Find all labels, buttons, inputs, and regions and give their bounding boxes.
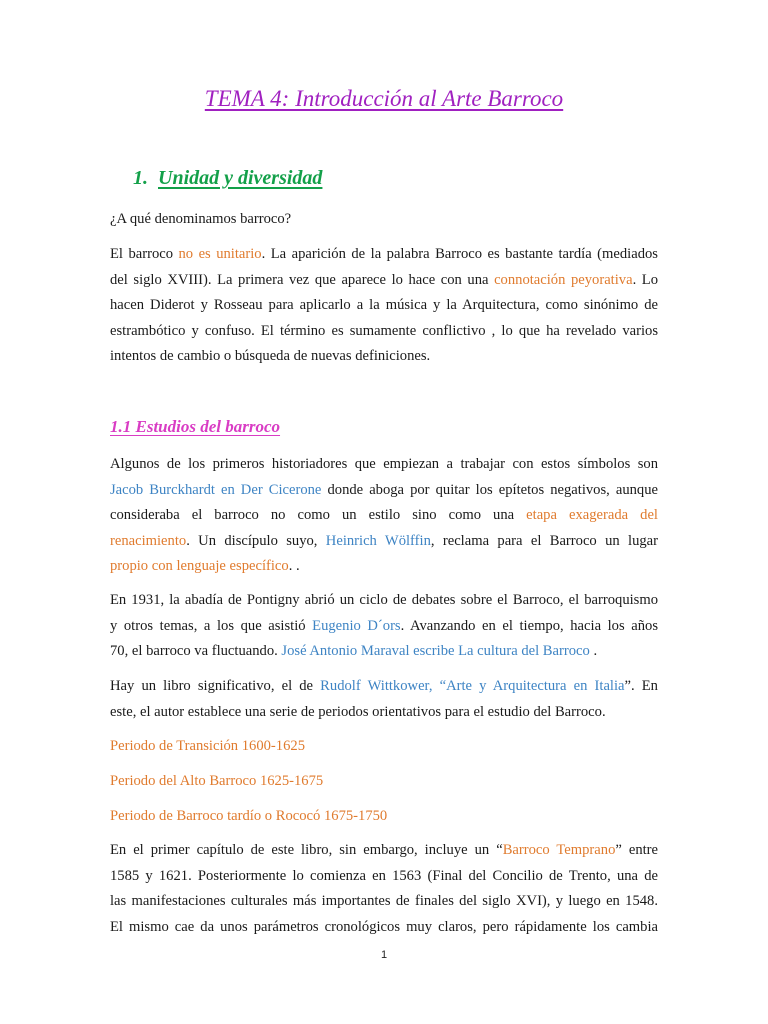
paragraph-3	[110, 588, 658, 665]
p1-line-1: El barroco no es unitario. La aparición de la palabra Barroco es bastante tardía (mediados	[110, 246, 658, 262]
paragraph-5	[110, 838, 658, 940]
link-maraval: José Antonio Maraval escribe La cultura del Barroco	[281, 643, 590, 659]
highlight-propio: propio con lenguaje específico	[110, 558, 289, 574]
p2-line-2: Jacob Burckhardt en Der Cicerone donde aboga por quitar los epítetos negativos, aunque	[110, 481, 658, 498]
highlight-connotacion: connotación peyorativa	[494, 271, 633, 288]
highlight-renacimiento: renacimiento	[110, 532, 187, 549]
p1-line-4: estrambótico y confuso. El término es sumamente conflictivo , lo que ha revelado varios	[110, 322, 658, 339]
p2-line-1: Algunos de los primeros historiadores que empiezan a trabajar con estos símbolos son	[110, 456, 658, 472]
period-1: Periodo de Transición 1600-1625	[110, 738, 305, 754]
paragraph-1	[110, 242, 658, 370]
p5-line-2: 1585 y 1621. Posteriormente lo comienza en 1563 (Final del Concilio de Trento, una de	[110, 867, 658, 884]
highlight-no-unitario: no es unitario	[178, 246, 262, 262]
section-heading-1	[133, 167, 322, 190]
p4-line-1: Hay un libro significativo, el de Rudolf Wittkower, “Arte y Arquitectura en Italia”. En	[110, 678, 658, 694]
p3-line-3: 70, el barroco va fluctuando. José Antonio Maraval escribe La cultura del Barroco .	[110, 643, 598, 659]
link-wolffin: Heinrich Wölffin	[325, 532, 431, 549]
period-3: Periodo de Barroco tardío o Rococó 1675-1750	[110, 808, 388, 824]
question-paragraph	[110, 207, 658, 233]
p5-line-4: El mismo cae da unos parámetros cronológicos muy claros, pero rápidamente los cambia	[110, 918, 658, 935]
question-text: ¿A qué denominamos barroco?	[110, 211, 292, 227]
p5-line-3: las manifestaciones culturales más importantes de finales del siglo XVI), y luego en 1548.	[110, 893, 658, 909]
page-number: 1	[380, 949, 388, 961]
p1-line-2: del siglo XVIII). La primera vez que aparece lo hace con una connotación peyorativa. Lo	[110, 271, 658, 288]
p4-line-2: este, el autor establece una serie de periodos orientativos para el estudio del Barroco.	[110, 703, 606, 720]
section-number: 1.	[133, 167, 148, 189]
link-wittkower: Rudolf Wittkower, “Arte y Arquitectura en Italia	[320, 678, 625, 694]
period-2: Periodo del Alto Barroco 1625-1675	[110, 773, 324, 789]
paragraph-2	[110, 452, 658, 580]
link-dors: Eugenio D´ors	[312, 617, 401, 634]
p3-line-2: y otros temas, a los que asistió Eugenio D´ors. Avanzando en el tiempo, hacia los años	[110, 617, 658, 634]
section-title: Unidad y diversidad	[158, 167, 323, 189]
section-heading-1-1: 1.1 Estudios del barroco	[110, 417, 281, 436]
p2-line-4: renacimiento. Un discípulo suyo, Heinrich Wölffin, reclama para el Barroco un lugar	[110, 532, 658, 549]
p1-line-3: hacen Diderot y Rosseau para aplicarlo a la música y la Arquitectura, como sinónimo de	[110, 297, 658, 313]
p5-line-1: En el primer capítulo de este libro, sin embargo, incluye un “Barroco Temprano” entre	[110, 842, 659, 858]
link-burckhardt: Jacob Burckhardt en Der Cicerone	[110, 481, 322, 498]
highlight-etapa: etapa exagerada del	[526, 507, 658, 523]
highlight-barroco-temprano: Barroco Temprano	[502, 842, 616, 858]
p2-line-5: propio con lenguaje específico. .	[110, 558, 300, 574]
page-title: TEMA 4: Introducción al Arte Barroco	[204, 86, 564, 111]
paragraph-4	[110, 674, 658, 725]
p3-line-1: En 1931, la abadía de Pontigny abrió un ciclo de debates sobre el Barroco, el barroquismo	[110, 592, 658, 608]
p1-line-5: intentos de cambio o búsqueda de nuevas definiciones.	[110, 348, 431, 364]
p2-line-3: consideraba el barroco no como un estilo sino como una etapa exagerada del	[110, 507, 658, 523]
